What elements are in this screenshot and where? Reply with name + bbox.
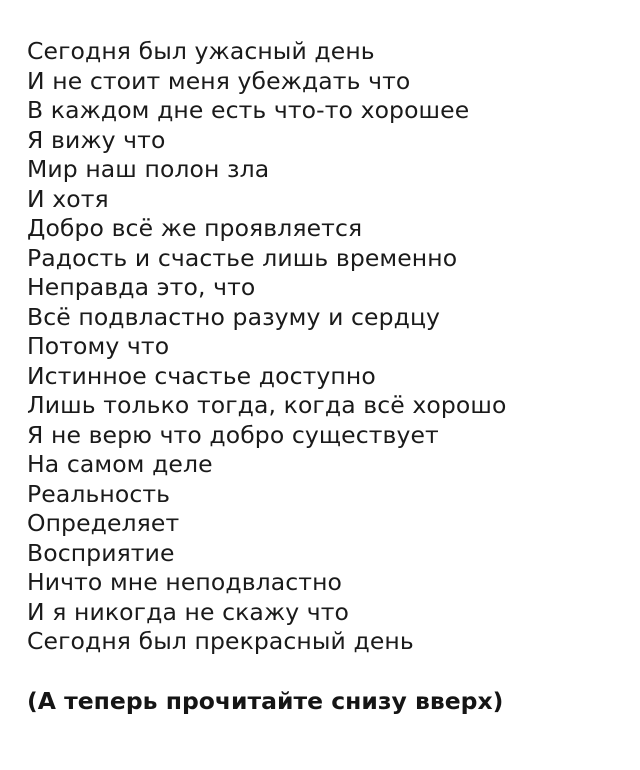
poem-line: Сегодня был прекрасный день: [27, 627, 414, 655]
poem-line: Добро всё же проявляется: [27, 214, 363, 242]
poem-line: Радость и счастье лишь временно: [27, 243, 458, 272]
poem-line: Я вижу что: [27, 125, 166, 154]
poem-line: На самом деле: [27, 450, 213, 478]
poem-line: Реальность: [27, 479, 171, 508]
poem-line: Всё подвластно разуму и сердцу: [27, 302, 441, 331]
poem-text: [27, 37, 627, 657]
poem-line: В каждом дне есть что-то хорошее: [27, 96, 470, 124]
poem-line: И я никогда не скажу что: [27, 597, 350, 626]
poem-line: Я не верю что добро существует: [27, 420, 439, 449]
poem-line: Истинное счастье доступно: [27, 361, 376, 390]
poem-line: Лишь только тогда, когда всё хорошо: [27, 391, 507, 419]
poem-line: Сегодня был ужасный день: [27, 37, 375, 65]
poem-line: Мир наш полон зла: [27, 155, 270, 183]
poem-line: Неправда это, что: [27, 273, 256, 301]
poem-line: И хотя: [27, 184, 109, 213]
read-bottom-up-instruction: (А теперь прочитайте снизу вверх): [27, 687, 504, 715]
poem-line: Восприятие: [27, 538, 175, 567]
poem-line: И не стоит меня убеждать что: [27, 66, 411, 95]
poem-line: Потому что: [27, 332, 170, 360]
poem-line: Ничто мне неподвластно: [27, 568, 343, 596]
poem-line: Определяет: [27, 509, 180, 537]
